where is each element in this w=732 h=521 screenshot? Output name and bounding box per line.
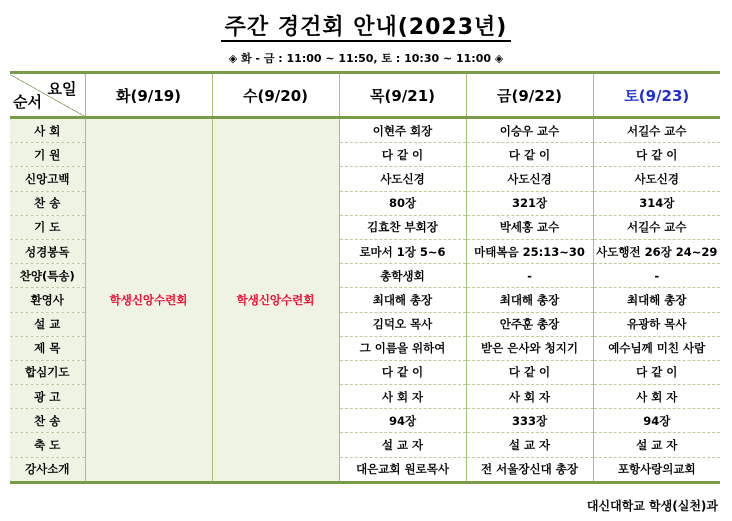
cell-fri: 설 교 자 bbox=[466, 433, 593, 457]
cell-fri: 이승우 교수 bbox=[466, 118, 593, 143]
cell-sat: 다 같 이 bbox=[593, 360, 720, 384]
cell-thu: 총학생회 bbox=[339, 264, 466, 288]
order-label: 기 원 bbox=[10, 143, 85, 167]
cell-sat: 서길수 교수 bbox=[593, 118, 720, 143]
cell-fri: 사도신경 bbox=[466, 167, 593, 191]
cell-sat: 사도행전 26장 24~29 bbox=[593, 239, 720, 263]
order-label: 성경봉독 bbox=[10, 239, 85, 263]
schedule-table bbox=[10, 71, 720, 484]
cell-sat: 94장 bbox=[593, 409, 720, 433]
order-label: 찬 송 bbox=[10, 409, 85, 433]
cell-sat: - bbox=[593, 264, 720, 288]
footer-department: 대신대학교 학생(실천)과 bbox=[586, 499, 718, 513]
cell-thu: 최대해 총장 bbox=[339, 288, 466, 312]
page-title: 주간 경건회 안내(2023년) bbox=[0, 10, 732, 41]
cell-fri: 다 같 이 bbox=[466, 143, 593, 167]
cell-thu: 이현주 회장 bbox=[339, 118, 466, 143]
schedule-subtitle: ◈ 화 - 금 : 11:00 ~ 11:50, 토 : 10:30 ~ 11:00 ◈ bbox=[228, 52, 504, 65]
cell-thu: 다 같 이 bbox=[339, 360, 466, 384]
cell-sat: 유광하 목사 bbox=[593, 312, 720, 336]
order-label: 설 교 bbox=[10, 312, 85, 336]
cell-fri: 마태복음 25:13~30 bbox=[466, 239, 593, 263]
retreat-cell-tue: 학생신앙수련회 bbox=[85, 118, 212, 483]
order-label: 찬양(특송) bbox=[10, 264, 85, 288]
retreat-cell-wed: 학생신앙수련회 bbox=[212, 118, 339, 483]
cell-thu: 80장 bbox=[339, 191, 466, 215]
corner-day-label: 요일 bbox=[47, 80, 77, 98]
cell-fri: 최대해 총장 bbox=[466, 288, 593, 312]
cell-thu: 그 이름을 위하여 bbox=[339, 336, 466, 360]
order-label: 기 도 bbox=[10, 215, 85, 239]
cell-sat: 포항사랑의교회 bbox=[593, 457, 720, 482]
cell-sat: 사 회 자 bbox=[593, 385, 720, 409]
cell-fri: 박세홍 교수 bbox=[466, 215, 593, 239]
cell-thu: 김덕오 목사 bbox=[339, 312, 466, 336]
order-label: 합심기도 bbox=[10, 360, 85, 384]
cell-thu: 김효찬 부회장 bbox=[339, 215, 466, 239]
day-header-wed: 수(9/20) bbox=[212, 73, 339, 118]
order-label: 찬 송 bbox=[10, 191, 85, 215]
order-label: 환영사 bbox=[10, 288, 85, 312]
cell-fri: 안주훈 총장 bbox=[466, 312, 593, 336]
cell-sat: 314장 bbox=[593, 191, 720, 215]
cell-thu: 사 회 자 bbox=[339, 385, 466, 409]
corner-cell bbox=[10, 73, 85, 118]
cell-fri: 사 회 자 bbox=[466, 385, 593, 409]
corner-order-label: 순서 bbox=[13, 93, 42, 111]
day-header-fri: 금(9/22) bbox=[466, 73, 593, 118]
cell-fri: 다 같 이 bbox=[466, 360, 593, 384]
order-label: 광 고 bbox=[10, 385, 85, 409]
header-row bbox=[10, 73, 720, 118]
cell-thu: 사도신경 bbox=[339, 167, 466, 191]
cell-fri: - bbox=[466, 264, 593, 288]
cell-sat: 사도신경 bbox=[593, 167, 720, 191]
cell-sat: 다 같 이 bbox=[593, 143, 720, 167]
cell-thu: 대은교회 원로목사 bbox=[339, 457, 466, 482]
cell-thu: 다 같 이 bbox=[339, 143, 466, 167]
cell-thu: 설 교 자 bbox=[339, 433, 466, 457]
cell-fri: 받은 은사와 청지기 bbox=[466, 336, 593, 360]
order-label: 제 목 bbox=[10, 336, 85, 360]
order-label: 강사소개 bbox=[10, 457, 85, 482]
cell-sat: 설 교 자 bbox=[593, 433, 720, 457]
day-header-thu: 목(9/21) bbox=[339, 73, 466, 118]
cell-sat: 서길수 교수 bbox=[593, 215, 720, 239]
cell-thu: 로마서 1장 5~6 bbox=[339, 239, 466, 263]
order-label: 사 회 bbox=[10, 118, 85, 143]
order-label: 축 도 bbox=[10, 433, 85, 457]
cell-thu: 94장 bbox=[339, 409, 466, 433]
day-header-tue: 화(9/19) bbox=[85, 73, 212, 118]
cell-fri: 333장 bbox=[466, 409, 593, 433]
cell-fri: 전 서울장신대 총장 bbox=[466, 457, 593, 482]
cell-sat: 예수님께 미친 사람 bbox=[593, 336, 720, 360]
table-row bbox=[10, 118, 720, 143]
cell-sat: 최대해 총장 bbox=[593, 288, 720, 312]
day-header-sat: 토(9/23) bbox=[593, 73, 720, 118]
cell-fri: 321장 bbox=[466, 191, 593, 215]
order-label: 신앙고백 bbox=[10, 167, 85, 191]
